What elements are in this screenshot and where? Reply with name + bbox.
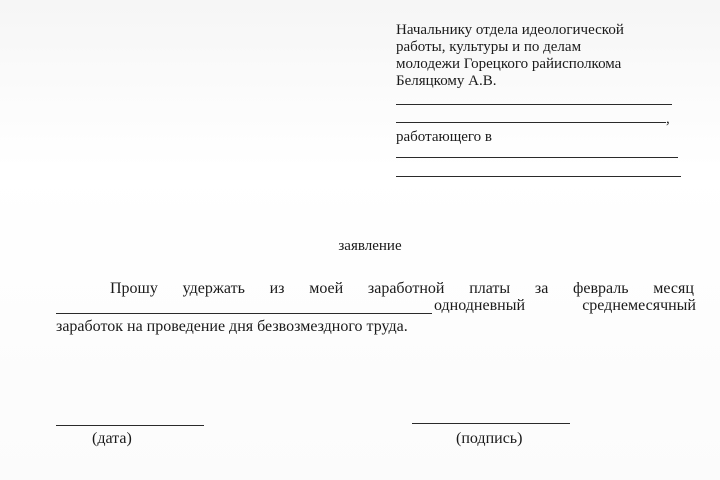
signature-blank (412, 423, 570, 424)
date-blank (56, 425, 204, 426)
body-line-3: заработок на проведение дня безвозмездного труда. (56, 318, 408, 335)
date-caption: (дата) (92, 430, 132, 447)
body-word: Прошу (110, 280, 158, 297)
body-word: заработной (367, 280, 445, 297)
body-word: за (534, 280, 549, 297)
body-word: платы (469, 280, 511, 297)
addressee-block (396, 22, 696, 90)
addressee-line-4: Беляцкому А.В. (396, 73, 497, 89)
addressee-line-2: работы, культуры и по делам (396, 39, 582, 55)
applicant-name-blank-1 (396, 104, 672, 105)
workplace-blank-2 (396, 176, 681, 177)
body-line-1 (110, 280, 694, 298)
month-blank (56, 313, 432, 314)
body-word: месяц (653, 280, 694, 297)
signature-caption: (подпись) (456, 430, 523, 447)
body-word: из (269, 280, 285, 297)
works-in-label: работающего в (396, 129, 493, 145)
addressee-line-3: молодежи Горецкого райисполкома (396, 56, 622, 72)
blank-comma: , (666, 111, 670, 127)
document-title: заявление (338, 238, 402, 254)
addressee-line-1: Начальнику отдела идеологической (396, 22, 624, 38)
body-word: февраль (573, 280, 629, 297)
body-word: однодневный (434, 297, 526, 314)
workplace-blank-1 (396, 157, 678, 158)
applicant-name-blank-2 (396, 122, 666, 123)
body-word: удержать (182, 280, 245, 297)
body-word: моей (309, 280, 344, 297)
body-line-2 (434, 297, 696, 315)
body-word: среднемесячный (582, 297, 696, 314)
